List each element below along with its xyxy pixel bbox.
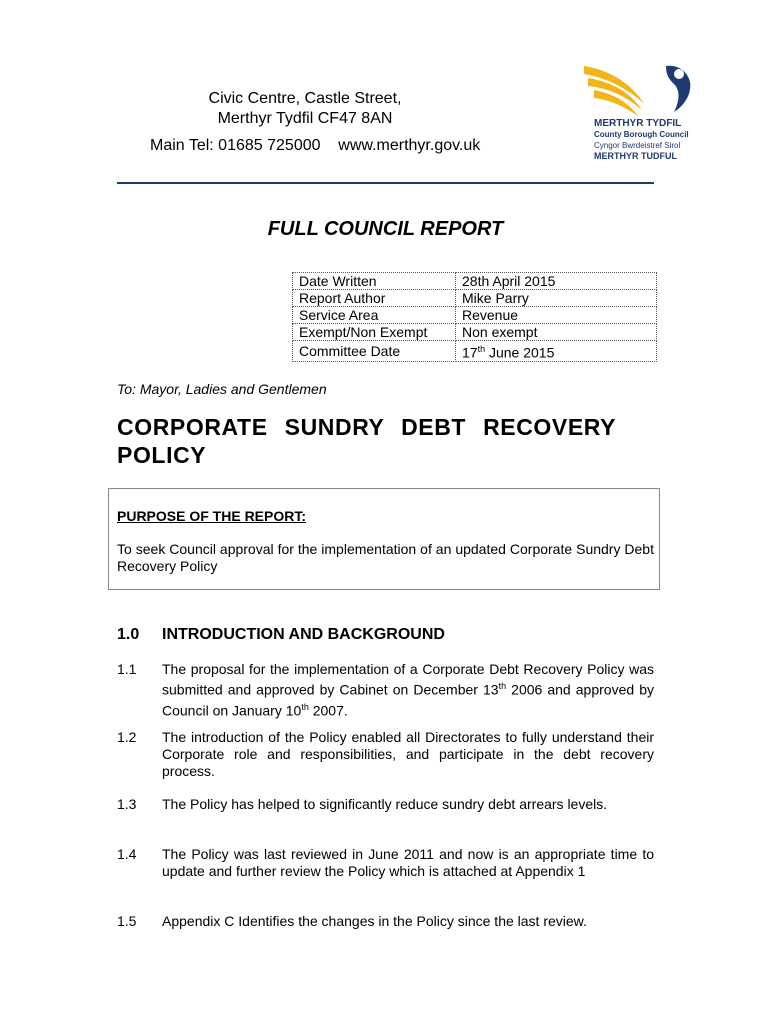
paragraph-number: 1.1 <box>117 661 137 677</box>
paragraph-text: Appendix C Identifies the changes in the Policy since the last review. <box>162 913 587 929</box>
meta-label: Committee Date <box>293 341 456 362</box>
logo-line-3: Cyngor Bwrdeistref Sirol <box>594 141 681 150</box>
logo-line-2: County Borough Council <box>594 130 689 139</box>
meta-value: Revenue <box>456 307 657 324</box>
meta-label: Exempt/Non Exempt <box>293 324 456 341</box>
table-row <box>293 324 657 341</box>
table-row <box>293 341 657 362</box>
meta-value: 28th April 2015 <box>456 273 657 290</box>
section-title: INTRODUCTION AND BACKGROUND <box>162 626 445 643</box>
logo-line-1: MERTHYR TYDFIL <box>594 118 682 129</box>
paragraph-number: 1.4 <box>117 846 137 862</box>
meta-label: Service Area <box>293 307 456 324</box>
report-title: FULL COUNCIL REPORT <box>267 218 504 240</box>
paragraph-number: 1.3 <box>117 796 137 812</box>
salutation: To: Mayor, Ladies and Gentlemen <box>117 381 327 397</box>
logo-line-4: MERTHYR TUDFUL <box>594 151 677 161</box>
meta-value: Mike Parry <box>456 290 657 307</box>
paragraph-text: The Policy has helped to significantly reduce sundry debt arrears levels. <box>162 796 608 812</box>
paragraph-number: 1.2 <box>117 729 137 745</box>
report-meta-table <box>292 272 657 362</box>
council-emblem-icon <box>580 60 710 120</box>
table-row <box>293 273 657 290</box>
section-number: 1.0 <box>117 626 140 643</box>
address-line-1: Civic Centre, Castle Street, <box>208 90 402 107</box>
purpose-text: To seek Council approval for the implementation of an updated Corporate Sundry Debt Recovery Policy <box>117 541 654 574</box>
paragraph-text: The Policy was last reviewed in June 2011 and now is an appropriate time to update and further review the Policy which is attached at Appendix 1 <box>162 846 654 879</box>
meta-label: Date Written <box>293 273 456 290</box>
policy-title: CORPORATE SUNDRY DEBT RECOVERY POLICY <box>117 414 617 468</box>
header-divider <box>117 182 654 184</box>
paragraph-number: 1.5 <box>117 913 137 929</box>
purpose-heading: PURPOSE OF THE REPORT: <box>117 508 307 524</box>
table-row <box>293 307 657 324</box>
table-row <box>293 290 657 307</box>
council-name <box>594 118 714 162</box>
main-telephone: Main Tel: 01685 725000 <box>150 137 321 154</box>
meta-value: 17th June 2015 <box>456 341 657 362</box>
paragraph-text: The introduction of the Policy enabled all Directorates to fully understand their Corporate role and responsibilities, and participate in the debt recovery process. <box>162 729 654 779</box>
contact-line <box>150 137 480 155</box>
meta-label: Report Author <box>293 290 456 307</box>
meta-value: Non exempt <box>456 324 657 341</box>
paragraph-text: The proposal for the implementation of a Corporate Debt Recovery Policy was submitted and approved by Cabinet on December 13th 2006 and approved by Council on January 10th 2007. <box>162 661 654 719</box>
address-line-2: Merthyr Tydfil CF47 8AN <box>217 110 393 127</box>
purpose-box <box>108 488 660 590</box>
council-logo <box>580 60 710 170</box>
website-link: www.merthyr.gov.uk <box>338 137 481 154</box>
